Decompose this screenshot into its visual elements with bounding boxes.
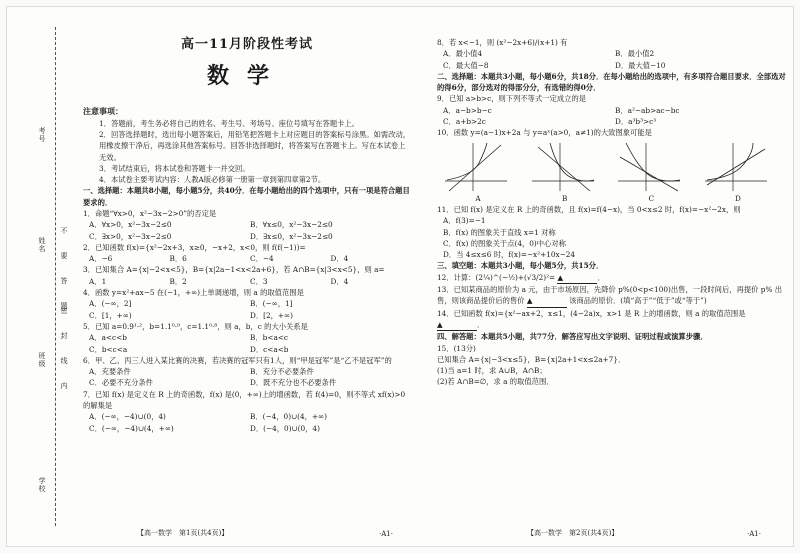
exam-sheet bbox=[6, 6, 794, 547]
q5-option-a: A．a<c<b bbox=[89, 333, 127, 343]
graph-a-plot bbox=[443, 141, 509, 193]
exam-title: 高一11月阶段性考试 bbox=[180, 37, 314, 52]
graph-a bbox=[443, 141, 513, 204]
left-column bbox=[83, 7, 411, 434]
question-15-body: 已知集合 A={x|−3<x≤5}，B={x|2a+1<x≤2a+7}． bbox=[437, 354, 626, 364]
section-1-heading: 一、选择题：本题共8小题，每小题5分，共40分．在每小题给出的四个选项中，只有一项是符合题目要求的． bbox=[83, 186, 410, 207]
question-1-options bbox=[83, 219, 411, 242]
question-15-part-1: (1)当 a=1 时，求 A∪B，A∩B； bbox=[437, 366, 547, 376]
question-15-part-2: (2)若 A∩B=∅，求 a 的取值范围． bbox=[437, 377, 554, 387]
exam-subject: 数学 bbox=[206, 63, 287, 90]
question-1: 1．命题“∀x>0，x²−3x−2>0”的否定是 bbox=[83, 209, 217, 218]
q1-option-a: A．∀x>0，x²−3x−2≤0 bbox=[89, 220, 172, 230]
q1-option-d: D．∃x≤0，x²−3x−2≤0 bbox=[250, 231, 333, 241]
q2-option-c: C．−4 bbox=[250, 254, 274, 264]
q11-option-a: A．f(3)=−1 bbox=[443, 216, 486, 226]
page-1-footer: 【高一数学 第1页(共4页)】 bbox=[137, 529, 229, 537]
q1-option-b: B．∀x≤0，x²−3x−2≤0 bbox=[250, 220, 333, 230]
graph-b-plot bbox=[530, 141, 596, 193]
question-14-text: 14．已知函数 f(x)={x²−ax+2，x≤1，(4−2a)x，x>1 是 R 上的增函数，则 a 的取值范围是 bbox=[437, 308, 746, 318]
question-11: 11．已知 f(x) 是定义在 R 上的奇函数，且 f(x)=f(4−x)，当 0<x≤2 时，f(x)=−x²−2x，则 bbox=[437, 204, 741, 214]
question-2: 2．已知函数 f(x)={x²−2x+3，x≥0，−x+2，x<0，则 f(f(−1))= bbox=[83, 242, 306, 252]
question-14: 14．已知函数 f(x)={x²−ax+2，x≤1，(4−2a)x，x>1 是 R 上的增函数，则 a 的取值范围是 ▲ ． bbox=[437, 308, 787, 332]
question-13 bbox=[437, 284, 787, 308]
name-label: 姓名 bbox=[38, 237, 46, 253]
question-13-tail: 该商品的原价．(填“高于”“低于”或“等于”) bbox=[569, 296, 707, 306]
school-label: 学校 bbox=[38, 477, 46, 493]
q5-option-d: D．c<a<b bbox=[250, 344, 289, 354]
section-4-heading: 四、解答题：本题共5小题，共77分．解答应写出文字说明、证明过程或演算步骤． bbox=[437, 332, 708, 342]
q6-option-a: A．充要条件 bbox=[89, 367, 131, 377]
question-12-text: 12．计算：(2¼)^(−½)+(√3/2)²= bbox=[437, 272, 556, 282]
seal-text: 不要答题 bbox=[60, 227, 68, 327]
graph-d-plot bbox=[703, 141, 769, 193]
question-4-options bbox=[83, 298, 411, 321]
q11-option-c: C．f(x) 的图象关于点(4，0)中心对称 bbox=[443, 238, 566, 248]
q9-option-a: A．a−b>b−c bbox=[443, 105, 492, 115]
q11-option-d: D．当 4≤x≤6 时，f(x)=−x²+10x−24 bbox=[443, 250, 575, 260]
q9-option-c: C．a+b>2c bbox=[443, 117, 486, 127]
page-1-code: ·A1· bbox=[379, 530, 393, 538]
q9-option-d: D．a³b³>c³ bbox=[615, 117, 657, 127]
q2-option-a: A．−6 bbox=[89, 254, 113, 264]
q6-option-c: C．必要不充分条件 bbox=[89, 378, 153, 388]
question-12: 12．计算：(2¼)^(−½)+(√3/2)²= ▲ ． bbox=[437, 272, 787, 284]
q6-option-d: D．既不充分也不必要条件 bbox=[250, 378, 337, 388]
seal-text-2: 密封线内 bbox=[60, 307, 68, 407]
question-15: 15．(13分) bbox=[437, 343, 476, 353]
question-6-options bbox=[83, 366, 411, 389]
answer-blank-14 bbox=[437, 319, 477, 331]
q5-option-c: C．b<c<a bbox=[89, 344, 128, 354]
q11-option-b: B．f(x) 的图象关于直线 x=1 对称 bbox=[443, 227, 556, 237]
section-2-heading: 二、选择题：本题共3小题，每小题6分，共18分．在每小题给出的选项中，有多项符合题目要求．全部选对的得6分，部分选对的得部分分，有选错的得0分． bbox=[437, 71, 786, 93]
class-label: 班级 bbox=[38, 352, 46, 368]
q7-option-c: C．(−∞，−4)∪(4，+∞) bbox=[89, 423, 174, 433]
q4-option-a: A．(−∞，2] bbox=[89, 299, 132, 309]
graph-a-label: A bbox=[475, 193, 481, 203]
graph-c-plot bbox=[616, 141, 682, 193]
answer-blank-12 bbox=[557, 272, 597, 284]
q4-option-d: D．[2，+∞) bbox=[250, 310, 293, 320]
page-2-footer: 【高一数学 第2页(共4页)】 bbox=[527, 529, 619, 537]
notes-header: 注意事项： bbox=[83, 106, 123, 117]
q6-option-b: B．充分不必要条件 bbox=[250, 367, 314, 377]
question-7: 7．已知 f(x) 是定义在 R 上的奇函数，f(x) 是(0，+∞)上的增函数，若 f(4)=0，则不等式 xf(x)>0 的解集是 bbox=[83, 389, 406, 411]
q3-option-b: B．2 bbox=[169, 276, 187, 286]
exam-no-label: 考号 bbox=[38, 127, 46, 143]
graph-b-label: B bbox=[561, 193, 568, 203]
question-5-options bbox=[83, 332, 411, 355]
question-3: 3．已知集合 A={x|−2<x<5}，B={x|2a−1<x<2a+6}，若 A∩B={x|3<x<5}，则 a= bbox=[83, 265, 385, 275]
q7-option-a: A．(−∞，−4)∪(0，4) bbox=[89, 412, 166, 422]
question-9-options bbox=[437, 105, 787, 128]
question-3-options bbox=[83, 276, 411, 287]
q4-option-b: B．(−∞，1] bbox=[250, 299, 293, 309]
q8-option-d: D．最大值−10 bbox=[615, 60, 666, 70]
question-8: 8．若 x<−1，则 (x²−2x+6)/(x+1) 有 bbox=[437, 38, 568, 47]
page-2-code: ·A1· bbox=[747, 530, 761, 538]
question-6: 6．甲、乙、丙三人进入某比赛的决赛，若决赛的冠军只有1人，则“甲是冠军”是“乙不是冠军”的 bbox=[83, 355, 392, 365]
graph-c-label: C bbox=[648, 193, 655, 203]
q5-option-b: B．b<a<c bbox=[250, 333, 288, 343]
question-10-graphs bbox=[443, 141, 773, 204]
note-1: 1．答题前，考生务必将自己的姓名、考生号、考场号、座位号填写在答题卡上。 bbox=[99, 118, 360, 128]
q8-option-b: B．最小值2 bbox=[615, 49, 655, 59]
note-3: 3．考试结束后，将本试卷和答题卡一并交回。 bbox=[99, 163, 250, 173]
q2-option-d: D．4 bbox=[330, 254, 349, 264]
question-9: 9．已知 a>b>c，则下列不等式一定成立的是 bbox=[437, 94, 587, 104]
graph-d-label: D bbox=[735, 193, 741, 203]
seal-line bbox=[55, 27, 56, 526]
graph-b bbox=[530, 141, 600, 204]
question-13-text: 13．已知某商品的原价为 a 元，由于市场原因，先降价 p%(0<p<100)出售，一段时间后，再提价 p% 出售，则该商品提价后的售价 bbox=[437, 285, 782, 306]
q3-option-d: D．4 bbox=[330, 276, 349, 286]
question-7-options bbox=[83, 411, 411, 434]
q4-option-c: C．[1，+∞) bbox=[89, 310, 132, 320]
binding-margin bbox=[7, 7, 77, 546]
question-8-options bbox=[437, 48, 787, 71]
question-2-options bbox=[83, 253, 411, 264]
q3-option-a: A．1 bbox=[89, 276, 107, 286]
blank-mark-14: ▲ bbox=[437, 319, 443, 329]
blank-mark-13: ▲ bbox=[526, 296, 533, 306]
q1-option-c: C．∃x>0，x²−3x−2≤0 bbox=[89, 231, 172, 241]
blank-mark-12: ▲ bbox=[557, 272, 564, 282]
q2-option-b: B．6 bbox=[169, 254, 187, 264]
question-4: 4．函数 y=x²+ax−5 在(−1，+∞)上单调递增，则 a 的取值范围是 bbox=[83, 288, 304, 298]
note-2: 2．回答选择题时，选出每小题答案后，用铅笔把答题卡上对应题目的答案标号涂黑。如需改动，用橡皮擦干净后，再选涂其他答案标号。回答非选择题时，将答案写在答题卡上。写在本试卷上无效。 bbox=[99, 129, 411, 162]
q7-option-d: D．(−4，0)∪(0，4) bbox=[250, 423, 320, 433]
question-11-options bbox=[437, 215, 787, 260]
graph-d bbox=[703, 141, 773, 204]
question-10: 10．函数 y=(a−1)x+2a 与 y=aˣ(a>0，a≠1)的大致图象可能是 bbox=[437, 128, 652, 138]
q7-option-b: B．(−4，0)∪(4，+∞) bbox=[250, 412, 327, 422]
answer-blank-13 bbox=[527, 295, 567, 307]
right-column bbox=[437, 37, 787, 388]
question-5: 5．已知 a=0.9¹·²，b=1.1⁰·⁹，c=1.1⁰·⁸，则 a，b，c 的大小关系是 bbox=[83, 321, 308, 331]
note-4: 4．本试卷主要考试内容：人教A版必修第一册第一章到第四章第2节。 bbox=[99, 175, 326, 185]
q8-option-a: A．最小值4 bbox=[443, 49, 483, 59]
q8-option-c: C．最大值−8 bbox=[443, 60, 489, 70]
section-3-heading: 三、填空题：本题共3小题，每小题5分，共15分． bbox=[437, 261, 604, 271]
graph-c bbox=[616, 141, 686, 204]
q3-option-c: C．3 bbox=[250, 276, 268, 286]
q9-option-b: B．a²−ab>ac−bc bbox=[615, 105, 680, 115]
